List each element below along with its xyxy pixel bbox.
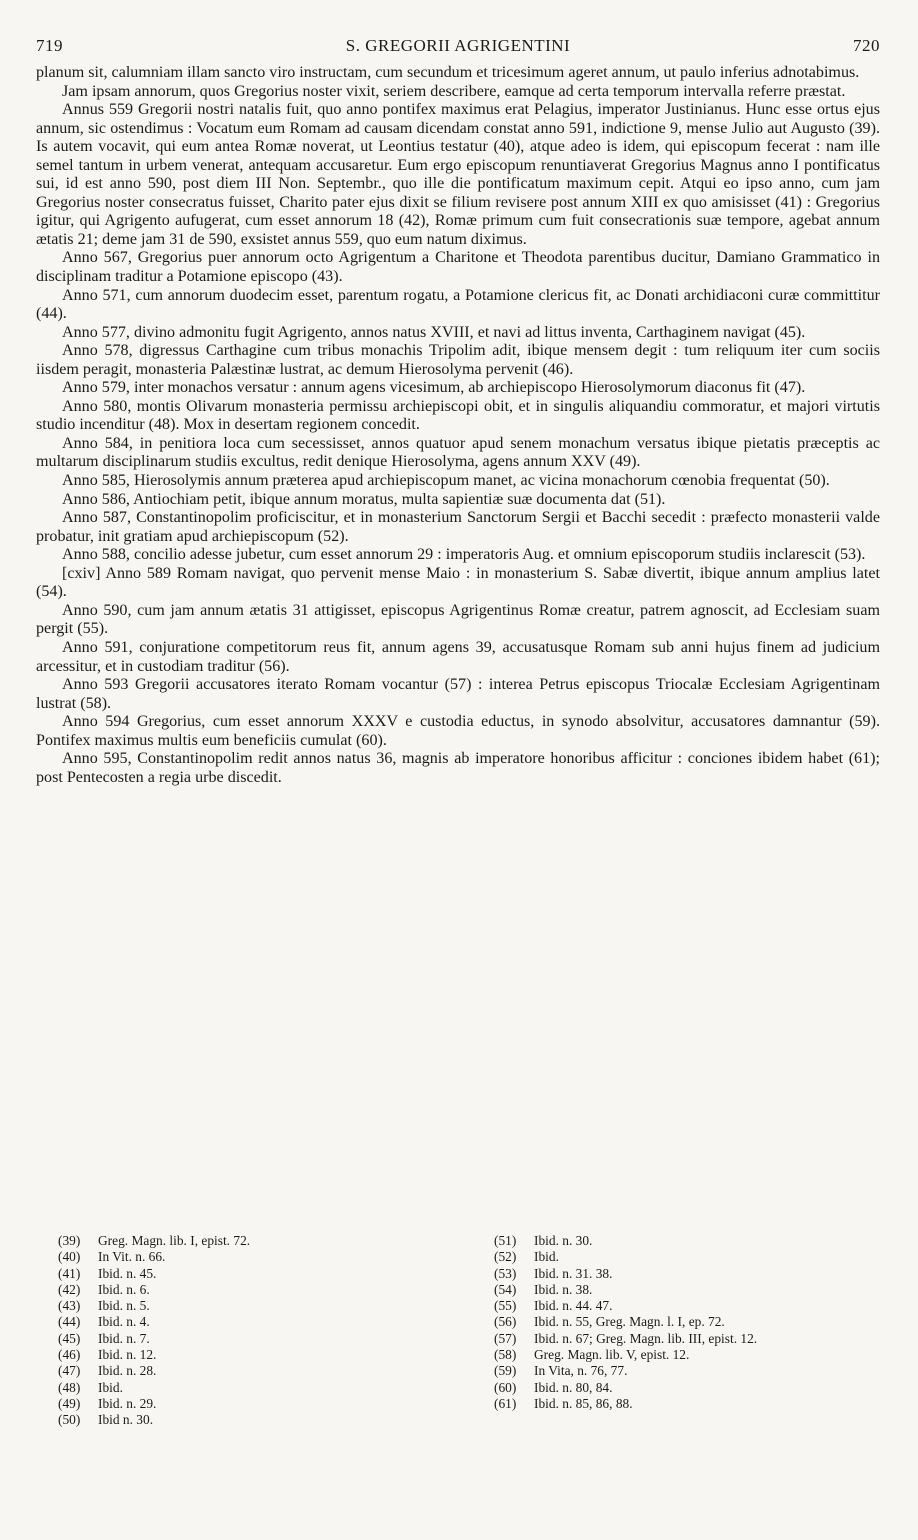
footnote <box>58 1282 458 1298</box>
footnote-text: Ibid. <box>98 1379 123 1395</box>
footnote <box>58 1380 458 1396</box>
footnote-text: Ibid. n. 12. <box>98 1347 157 1363</box>
footnote <box>494 1347 894 1363</box>
footnote-number: (54) <box>494 1281 517 1297</box>
footnote-number: (53) <box>494 1265 517 1281</box>
footnote-text: Ibid. n. 28. <box>98 1363 157 1379</box>
running-head <box>36 36 880 60</box>
footnote-text: Ibid. n. 67; Greg. Magn. lib. III, epist. 12. <box>534 1330 758 1346</box>
paragraph: planum sit, calumniam illam sancto viro instructam, cum secundum et tricesimum ageret annum, ut paulo inferius adnotabimus. <box>36 64 860 81</box>
footnote-number: (51) <box>494 1233 517 1248</box>
paragraph: Anno 567, Gregorius puer annorum octo Agrigentum a Charitone et Theodota parentibus ducitur, Damiano Grammatico in disciplinam traditur a Potamione episcopo (43). <box>36 249 880 286</box>
footnote <box>494 1314 894 1330</box>
footnote-text: Ibid. n. 45. <box>98 1265 157 1281</box>
footnote <box>494 1380 894 1396</box>
page-number-right: 720 <box>853 36 880 55</box>
main-text <box>36 64 880 787</box>
paragraph: Anno 588, concilio adesse jubetur, cum esset annorum 29 : imperatoris Aug. et omnium episcoporum studiis inclarescit (53). <box>62 546 866 564</box>
footnote <box>58 1233 458 1249</box>
footnote-text: Ibid. n. 30. <box>534 1233 593 1248</box>
paragraph: Anno 584, in penitiora loca cum secessisset, annos quatuor apud senem monachum versatus ibique pietatis præceptis ac multarum disciplinarum studiis excultus, redit denique Hierosolyma, agens annum XXV (49). <box>36 434 880 471</box>
footnote-number: (48) <box>58 1379 81 1395</box>
footnotes-right-column <box>494 1233 894 1412</box>
footnote <box>494 1266 894 1282</box>
footnote-number: (43) <box>58 1298 81 1314</box>
paragraph: Anno 594 Gregorius, cum esset annorum XXXV e custodia eductus, in synodo absolvitur, accusatores damnantur (59). Pontifex maximus multis eum beneficiis cumulat (60). <box>36 713 880 749</box>
footnote-text: Greg. Magn. lib. V, epist. 12. <box>534 1347 690 1363</box>
footnote-text: Ibid. <box>534 1249 559 1265</box>
running-title: S. GREGORII AGRIGENTINI <box>345 36 571 55</box>
footnotes-left-column <box>58 1233 458 1429</box>
paragraph: Anno 593 Gregorii accusatores iterato Romam vocantur (57) : interea Petrus episcopus Triocalæ Ecclesiam Agrigentinam lustrat (58). <box>36 676 880 712</box>
footnote <box>494 1331 894 1347</box>
footnote <box>58 1331 458 1347</box>
footnote-text: Ibid. n. 44. 47. <box>534 1298 613 1314</box>
paragraph: Anno 590, cum jam annum ætatis 31 attigisset, episcopus Agrigentinus Romæ creatur, patrem agnoscit, ad Ecclesiam suam pergit (55). <box>36 601 880 638</box>
footnote-number: (49) <box>58 1395 81 1411</box>
paragraph: Anno 571, cum annorum duodecim esset, parentum rogatu, a Potamione clericus fit, ac Donati archidiaconi curæ committitur (44). <box>36 286 880 323</box>
paragraph: [cxiv] Anno 589 Romam navigat, quo pervenit mense Maio : in monasterium S. Sabæ divertit, ibique annum amplius latet (54). <box>36 564 880 601</box>
footnote <box>494 1233 894 1249</box>
footnote-text: Ibid. n. 5. <box>98 1298 150 1314</box>
page-number-left: 719 <box>36 36 63 55</box>
paragraph: Anno 579, inter monachos versatur : annum agens vicesimum, ab archiepiscopo Hierosolymorum diaconus fit (47). <box>62 379 806 397</box>
footnote <box>494 1298 894 1314</box>
footnote-number: (52) <box>494 1249 517 1265</box>
footnote-number: (45) <box>58 1330 81 1346</box>
paragraph: Anno 577, divino admonitu fugit Agrigento, annos natus XVIII, et navi ad littus inventa, Carthaginem navigat (45). <box>62 323 806 341</box>
footnote <box>58 1412 458 1428</box>
footnote <box>58 1249 458 1265</box>
footnote-number: (61) <box>494 1395 517 1411</box>
footnote <box>58 1363 458 1379</box>
footnote-text: Ibid. n. 29. <box>98 1395 157 1411</box>
footnote-number: (56) <box>494 1314 517 1330</box>
paragraph: Anno 586, Antiochiam petit, ibique annum moratus, multa sapientiæ suæ documenta dat (51). <box>62 490 666 508</box>
footnote-text: Ibid. n. 4. <box>98 1314 150 1330</box>
paragraph: Anno 578, digressus Carthagine cum tribus monachis Tripolim adit, ibique mensem degit : tum reliquum iter cum sociis iisdem peragit, monasteria Palæstinæ lustrat, ac demum Hierosolyma pervenit (46). <box>36 342 880 378</box>
footnote-number: (55) <box>494 1298 517 1314</box>
footnote-number: (57) <box>494 1330 517 1346</box>
paragraph: Anno 585, Hierosolymis annum præterea apud archiepiscopum manet, ac vicina monachorum cœnobia frequentat (50). <box>62 472 830 490</box>
paragraph: Anno 591, conjuratione competitorum reus fit, annum agens 39, accusatusque Romam sub anni hujus finem ad judicium arcessitur, et in custodiam traditur (56). <box>36 638 880 675</box>
paragraph: Anno 580, montis Olivarum monasteria permissu archiepiscopi obit, et in singulis aliquandiu commoratur, et majori virtutis studio incenditur (48). Mox in desertam regionem concedit. <box>36 397 880 434</box>
footnote-number: (40) <box>58 1249 81 1265</box>
footnote-number: (46) <box>58 1347 81 1363</box>
footnote-text: Ibid. n. 38. <box>534 1281 593 1297</box>
footnote-text: In Vit. n. 66. <box>98 1249 166 1265</box>
footnote <box>494 1363 894 1379</box>
paragraph: Annus 559 Gregorii nostri natalis fuit, quo anno pontifex maximus erat Pelagius, imperator Justinianus. Hunc esse ortus ejus annum, sic ostendimus : Vocatum eum Romam ad causam dicendam constat anno 591, indictione 9, mense Julio aut Augusto (39). Is autem vocavit, qui eum antea Romæ noverat, ut Leontius testatur (40), atque adeo is idem, qui episcopum fecerat : nam ille semel tantum in urbem venerat, antequam accusaretur. Eum ergo episcopum renuntiaverat Gregorius Magnus anno I pontificatus sui, id est anno 590, post diem III Non. Septembr., quo ille die pontificatum maximum cepit. Atqui eo ipso anno, cum jam Gregorius noster consecratus fuisset, Charito pater ejus dixit se filium revisere post annum XIII ex quo amisisset (41) : Gregorius igitur, qui Agrigento aufugerat, cum esset annorum 18 (42), Romæ primum cum fuit consecrationis suæ tempore, agebat annum ætatis 21; deme jam 31 de 590, exsistet annus 559, quo eum natum diximus. <box>36 101 880 248</box>
footnote-number: (39) <box>58 1233 81 1248</box>
footnote-text: Ibid. n. 80, 84. <box>534 1379 613 1395</box>
footnote <box>58 1266 458 1282</box>
footnote-text: Ibid n. 30. <box>98 1412 154 1428</box>
footnote-text: Greg. Magn. lib. I, epist. 72. <box>98 1233 251 1248</box>
footnote-text: Ibid. n. 6. <box>98 1281 150 1297</box>
footnote-text: Ibid. n. 7. <box>98 1330 150 1346</box>
footnote <box>494 1249 894 1265</box>
footnote-text: Ibid. n. 55, Greg. Magn. l. I, ep. 72. <box>534 1314 725 1330</box>
paragraph: Anno 595, Constantinopolim redit annos natus 36, magnis ab imperatore honoribus afficitur : conciones ibidem habet (61); post Pentecosten a regia urbe discedit. <box>36 750 880 786</box>
footnote-number: (44) <box>58 1314 81 1330</box>
footnote <box>58 1347 458 1363</box>
footnote-text: Ibid. n. 31. 38. <box>534 1265 613 1281</box>
footnote-text: In Vita, n. 76, 77. <box>534 1363 628 1379</box>
footnote <box>494 1282 894 1298</box>
footnote-number: (47) <box>58 1363 81 1379</box>
footnote-number: (59) <box>494 1363 517 1379</box>
footnote <box>494 1396 894 1412</box>
footnote <box>58 1298 458 1314</box>
footnote <box>58 1314 458 1330</box>
paragraph: Jam ipsam annorum, quos Gregorius noster vixit, seriem describere, eamque ad certa temporum intervalla referre præstat. <box>62 82 846 100</box>
footnote-number: (42) <box>58 1281 81 1297</box>
footnote <box>58 1396 458 1412</box>
footnote-number: (50) <box>58 1412 81 1428</box>
paragraph: Anno 587, Constantinopolim proficiscitur, et in monasterium Sanctorum Sergii et Bacchi secedit : præfecto monasterii valde probatur, init gratiam apud archiepiscopum (52). <box>36 509 880 545</box>
footnote-number: (41) <box>58 1265 81 1281</box>
footnote-text: Ibid. n. 85, 86, 88. <box>534 1395 633 1411</box>
footnote-number: (58) <box>494 1347 517 1363</box>
footnote-number: (60) <box>494 1379 517 1395</box>
